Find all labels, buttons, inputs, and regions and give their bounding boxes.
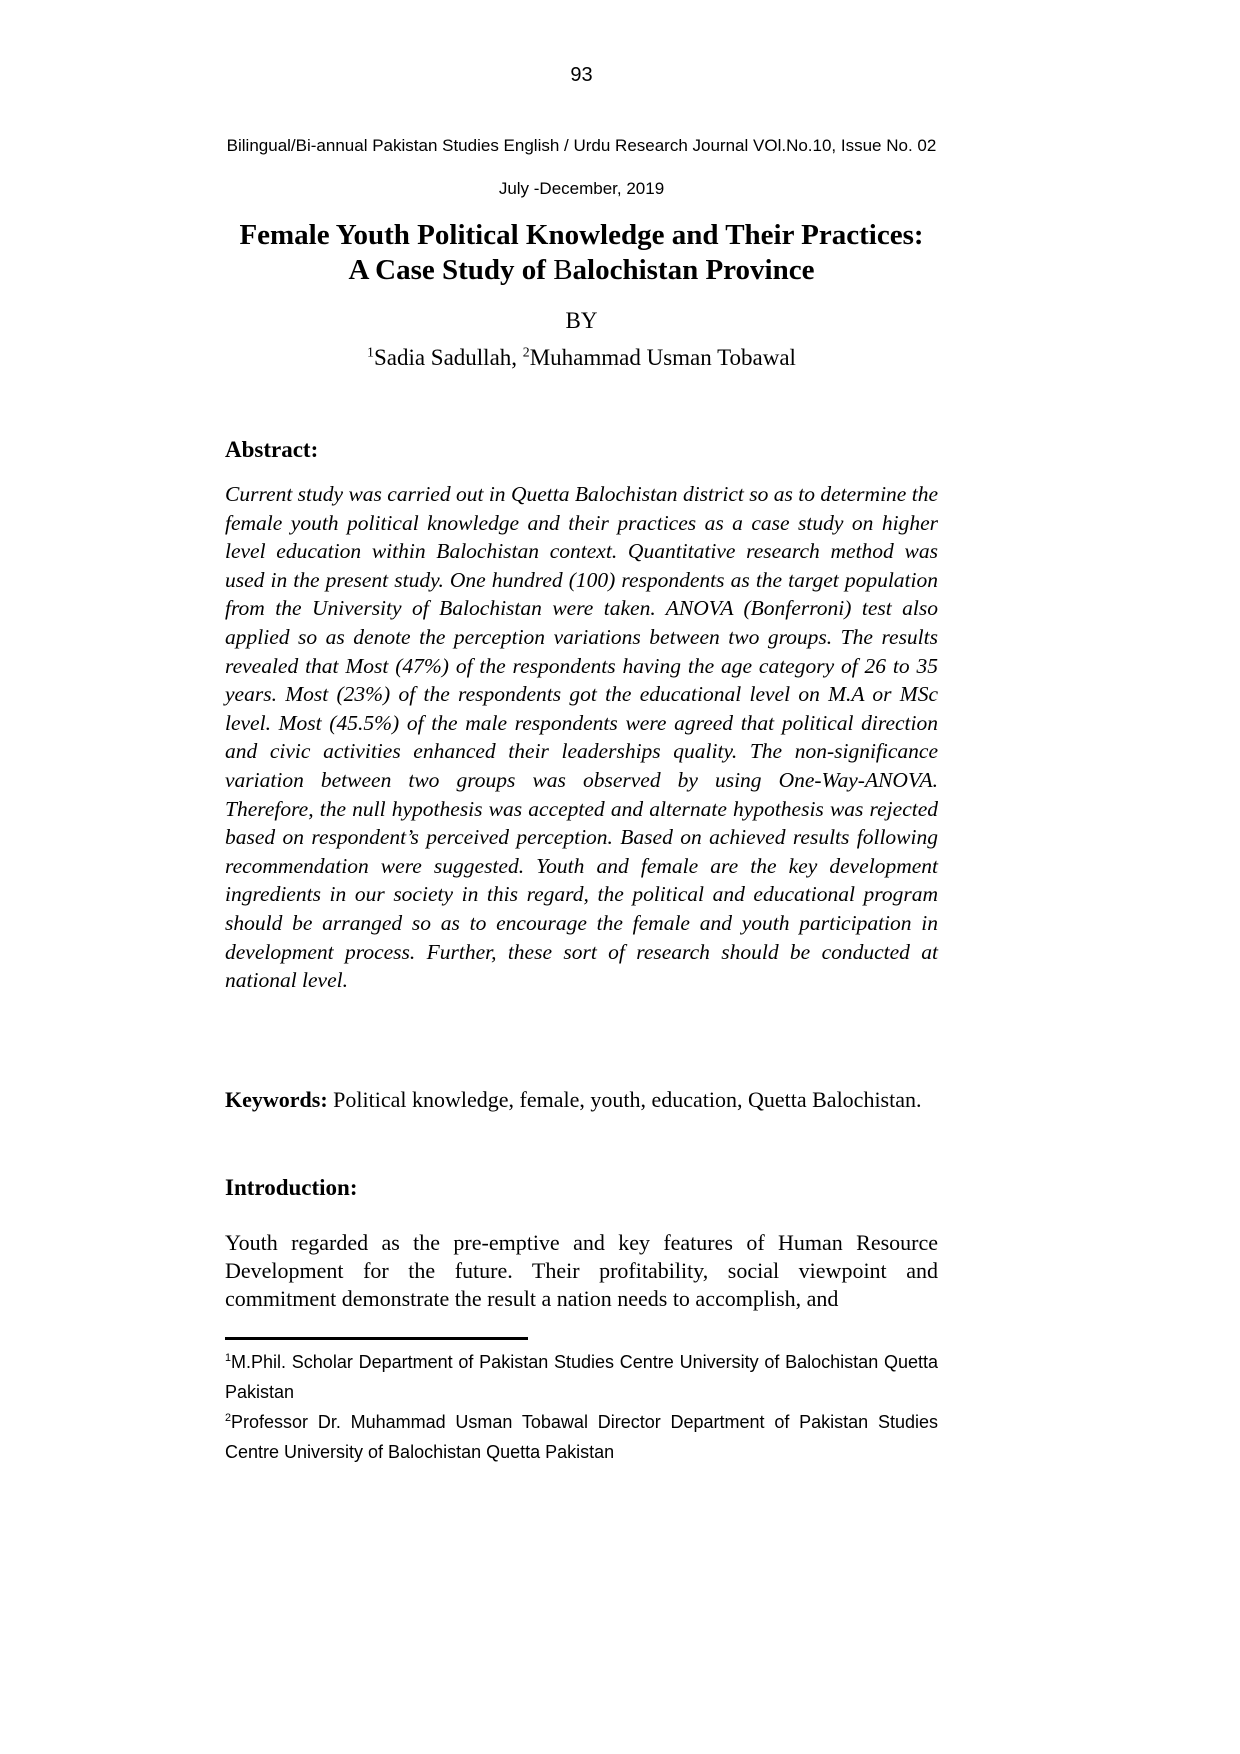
title-line2-seg2: B bbox=[553, 254, 573, 286]
issue-period-line: July -December, 2019 bbox=[498, 179, 665, 198]
title-line2-seg3: alochistan Province bbox=[572, 254, 815, 286]
keywords-text: Political knowledge, female, youth, education, Quetta Balochistan. bbox=[333, 1087, 922, 1112]
author-2-footnote-mark: 2 bbox=[522, 344, 530, 360]
article-title-line2 bbox=[225, 253, 938, 288]
page-number: 93 bbox=[570, 64, 593, 86]
footnote-1 bbox=[225, 1347, 938, 1407]
article-title bbox=[225, 218, 938, 288]
text-column bbox=[225, 0, 938, 1754]
byline-label: BY bbox=[565, 308, 598, 333]
introduction-heading: Introduction: bbox=[225, 1175, 358, 1200]
abstract-heading: Abstract: bbox=[225, 437, 319, 462]
author-1-footnote-mark: 1 bbox=[367, 344, 374, 360]
authors-line bbox=[225, 345, 938, 371]
article-title-line1: Female Youth Political Knowledge and Their Practices: bbox=[239, 219, 924, 251]
keywords-label: Keywords: bbox=[225, 1087, 328, 1112]
footnote-2 bbox=[225, 1407, 938, 1467]
keywords-line bbox=[225, 1086, 938, 1114]
footnote-1-text: M.Phil. Scholar Department of Pakistan Studies Centre University of Balochistan Quetta Pakistan bbox=[225, 1352, 938, 1402]
footnote-separator-rule bbox=[225, 1337, 528, 1340]
author-1-name: Sadia Sadullah, bbox=[373, 345, 523, 370]
introduction-body: Youth regarded as the pre-emptive and key features of Human Resource Development for the future. Their profitability, social viewpoint and commitment demonstrate the result a nation needs to accomplish, and bbox=[225, 1230, 938, 1311]
author-2 bbox=[523, 345, 796, 370]
footnote-2-mark: 2 bbox=[225, 1412, 232, 1424]
footnotes-block bbox=[225, 1347, 938, 1467]
footnote-1-mark: 1 bbox=[225, 1352, 232, 1364]
author-1 bbox=[367, 345, 523, 370]
journal-header-line: Bilingual/Bi-annual Pakistan Studies English / Urdu Research Journal VOl.No.10, Issue No. 02 bbox=[226, 136, 937, 155]
title-line2-seg1: A Case Study of bbox=[348, 254, 554, 286]
abstract-body: Current study was carried out in Quetta Balochistan district so as to determine the female youth political knowledge and their practices as a case study on higher level education within Balochistan context. Quantitative research method was used in the present study. One hundred (100) respondents as the target population from the University of Balochistan were taken. ANOVA (Bonferroni) test also applied so as denote the perception variations between two groups. The results revealed that Most (47%) of the respondents having the age category of 26 to 35 years. Most (23%) of the respondents got the educational level on M.A or MSc level. Most (45.5%) of the male respondents were agreed that political direction and civic activities enhanced their leaderships quality. The non-significance variation between two groups was observed by using One-Way-ANOVA. Therefore, the null hypothesis was accepted and alternate hypothesis was rejected based on respondent’s perceived perception. Based on achieved results following recommendation were suggested. Youth and female are the key development ingredients in our society in this regard, the political and educational program should be arranged so as to encourage the female and youth participation in development process. Further, these sort of research should be conducted at national level. bbox=[225, 482, 938, 993]
author-2-name: Muhammad Usman Tobawal bbox=[529, 345, 796, 370]
footnote-2-text: Professor Dr. Muhammad Usman Tobawal Director Department of Pakistan Studies Centre University of Balochistan Quetta Pakistan bbox=[225, 1412, 938, 1462]
